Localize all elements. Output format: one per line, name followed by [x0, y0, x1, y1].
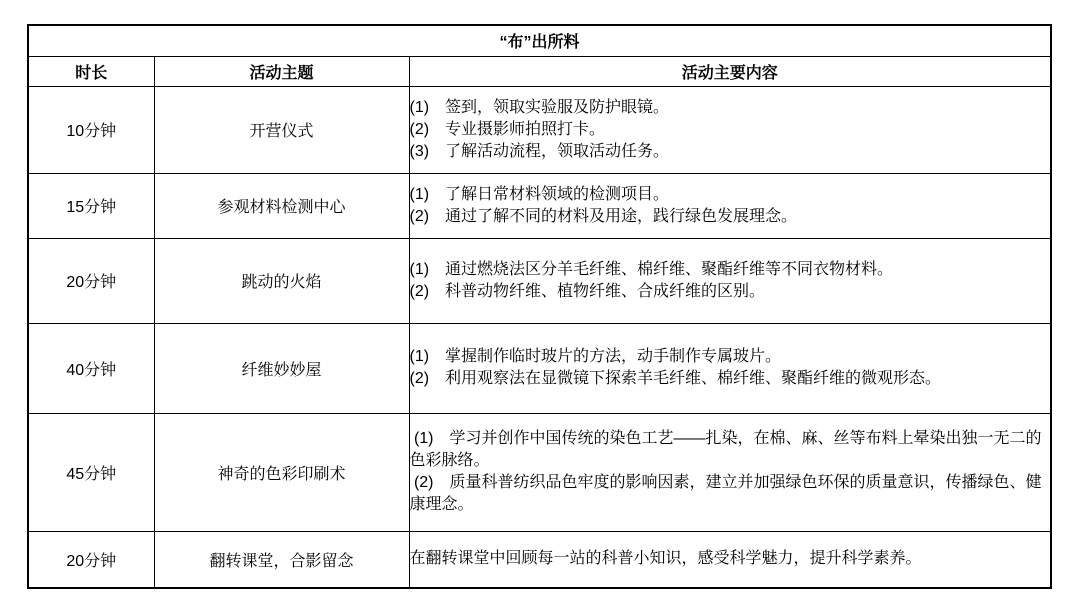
- duration-cell: 20分钟: [28, 238, 154, 323]
- column-header-theme: 活动主题: [154, 56, 409, 86]
- content-line: (2) 专业摄影师拍照打卡。: [409, 120, 606, 138]
- table-header-row: [28, 56, 1051, 86]
- table-row: [28, 173, 1051, 238]
- column-header-duration: 时长: [28, 56, 154, 86]
- duration-cell: 15分钟: [28, 173, 154, 238]
- content-cell: [409, 323, 1051, 413]
- content-line: (1) 了解日常材料领域的检测项目。: [409, 185, 670, 203]
- content-line: (2) 利用观察法在显微镜下探索羊毛纤维、棉纤维、聚酯纤维的微观形态。: [409, 370, 942, 387]
- content-line: (2) 质量科普纺织品色牢度的影响因素，建立并加强绿色环保的质量意识，传播绿色、健康理念。: [409, 474, 1042, 513]
- content-cell: [409, 238, 1051, 323]
- theme-cell: 参观材料检测中心: [154, 173, 409, 238]
- content-line: (1) 通过燃烧法区分羊毛纤维、棉纤维、聚酯纤维等不同衣物材料。: [409, 260, 894, 278]
- table-title: “布”出所料: [28, 25, 1051, 56]
- duration-cell: 40分钟: [28, 323, 154, 413]
- table-row: [28, 86, 1051, 173]
- table-row: [28, 531, 1051, 588]
- content-cell: [409, 531, 1051, 588]
- theme-cell: 纤维妙妙屋: [154, 323, 409, 413]
- table-row: [28, 413, 1051, 531]
- column-header-content: 活动主要内容: [409, 56, 1051, 86]
- content-cell: [409, 413, 1051, 531]
- theme-cell: 神奇的色彩印刷术: [154, 413, 409, 531]
- theme-cell: 翻转课堂，合影留念: [154, 531, 409, 588]
- content-line: 在翻转课堂中回顾每一站的科普小知识，感受科学魅力，提升科学素养。: [409, 550, 922, 568]
- table-row: [28, 238, 1051, 323]
- content-line: (2) 科普动物纤维、植物纤维、合成纤维的区别。: [409, 282, 766, 300]
- content-line: (3) 了解活动流程，领取活动任务。: [409, 142, 670, 160]
- content-cell: [409, 86, 1051, 173]
- content-line: (1) 学习并创作中国传统的染色工艺——扎染，在棉、麻、丝等布料上晕染出独一无二的色彩脉络。: [409, 430, 1042, 469]
- content-line: (1) 掌握制作临时玻片的方法，动手制作专属玻片。: [409, 348, 782, 365]
- content-cell: [409, 173, 1051, 238]
- activity-schedule-table: [27, 24, 1052, 589]
- theme-cell: 开营仪式: [154, 86, 409, 173]
- duration-cell: 45分钟: [28, 413, 154, 531]
- content-line: (2) 通过了解不同的材料及用途，践行绿色发展理念。: [409, 207, 798, 225]
- content-line: (1) 签到，领取实验服及防护眼镜。: [409, 98, 670, 116]
- duration-cell: 20分钟: [28, 531, 154, 588]
- table-row: [28, 323, 1051, 413]
- table-title-row: [28, 25, 1051, 56]
- theme-cell: 跳动的火焰: [154, 238, 409, 323]
- duration-cell: 10分钟: [28, 86, 154, 173]
